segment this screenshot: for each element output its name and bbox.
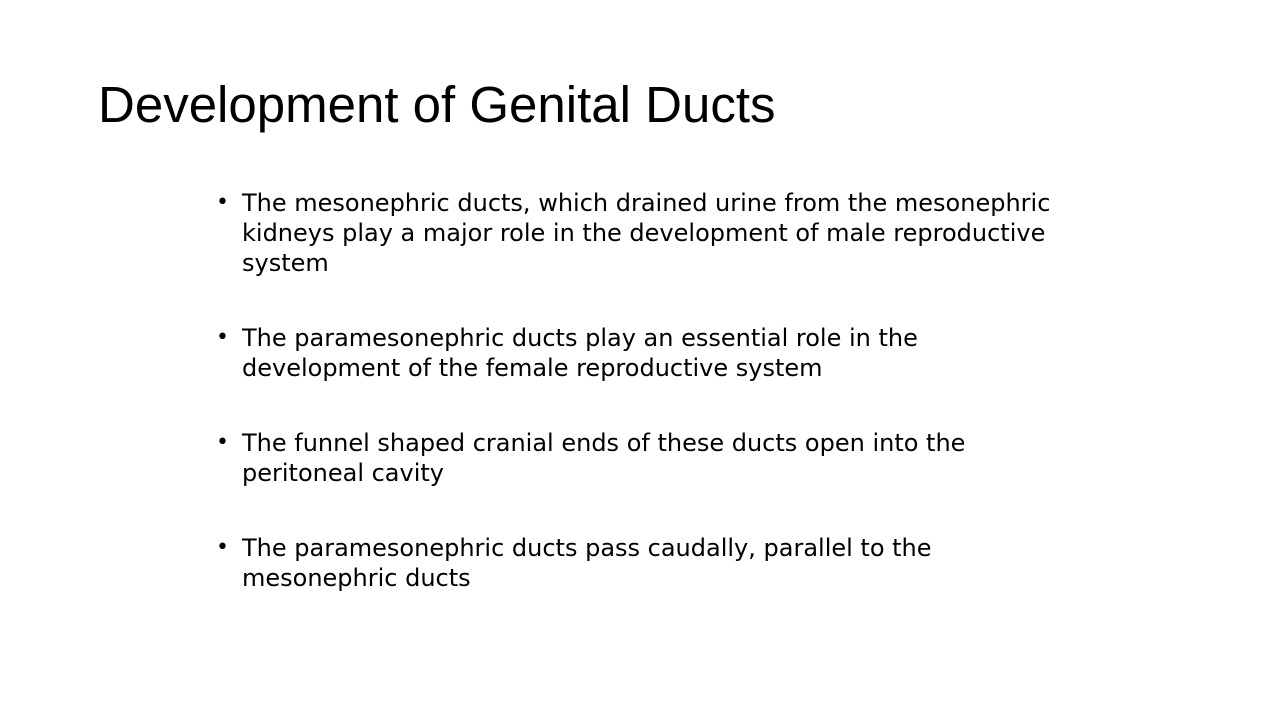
bullet-item xyxy=(214,323,1074,383)
bullet-item xyxy=(214,533,1074,593)
bullet-text: The paramesonephric ducts pass caudally, parallel to the mesonephric ducts xyxy=(242,534,932,592)
slide-title: Development of Genital Ducts xyxy=(98,76,776,133)
bullet-item xyxy=(214,188,1074,278)
bullet-dot-icon: • xyxy=(216,325,229,350)
bullet-text: The paramesonephric ducts play an essential role in the development of the female reproductive system xyxy=(242,324,918,382)
bullet-dot-icon: • xyxy=(216,430,229,455)
bullet-dot-icon: • xyxy=(216,535,229,560)
bullet-item xyxy=(214,428,1074,488)
bullet-text: The funnel shaped cranial ends of these ducts open into the peritoneal cavity xyxy=(242,429,966,487)
bullet-list xyxy=(214,188,1074,593)
bullet-dot-icon: • xyxy=(216,190,229,215)
bullet-text: The mesonephric ducts, which drained urine from the mesonephric kidneys play a major role in the development of male reproductive system xyxy=(242,189,1051,277)
